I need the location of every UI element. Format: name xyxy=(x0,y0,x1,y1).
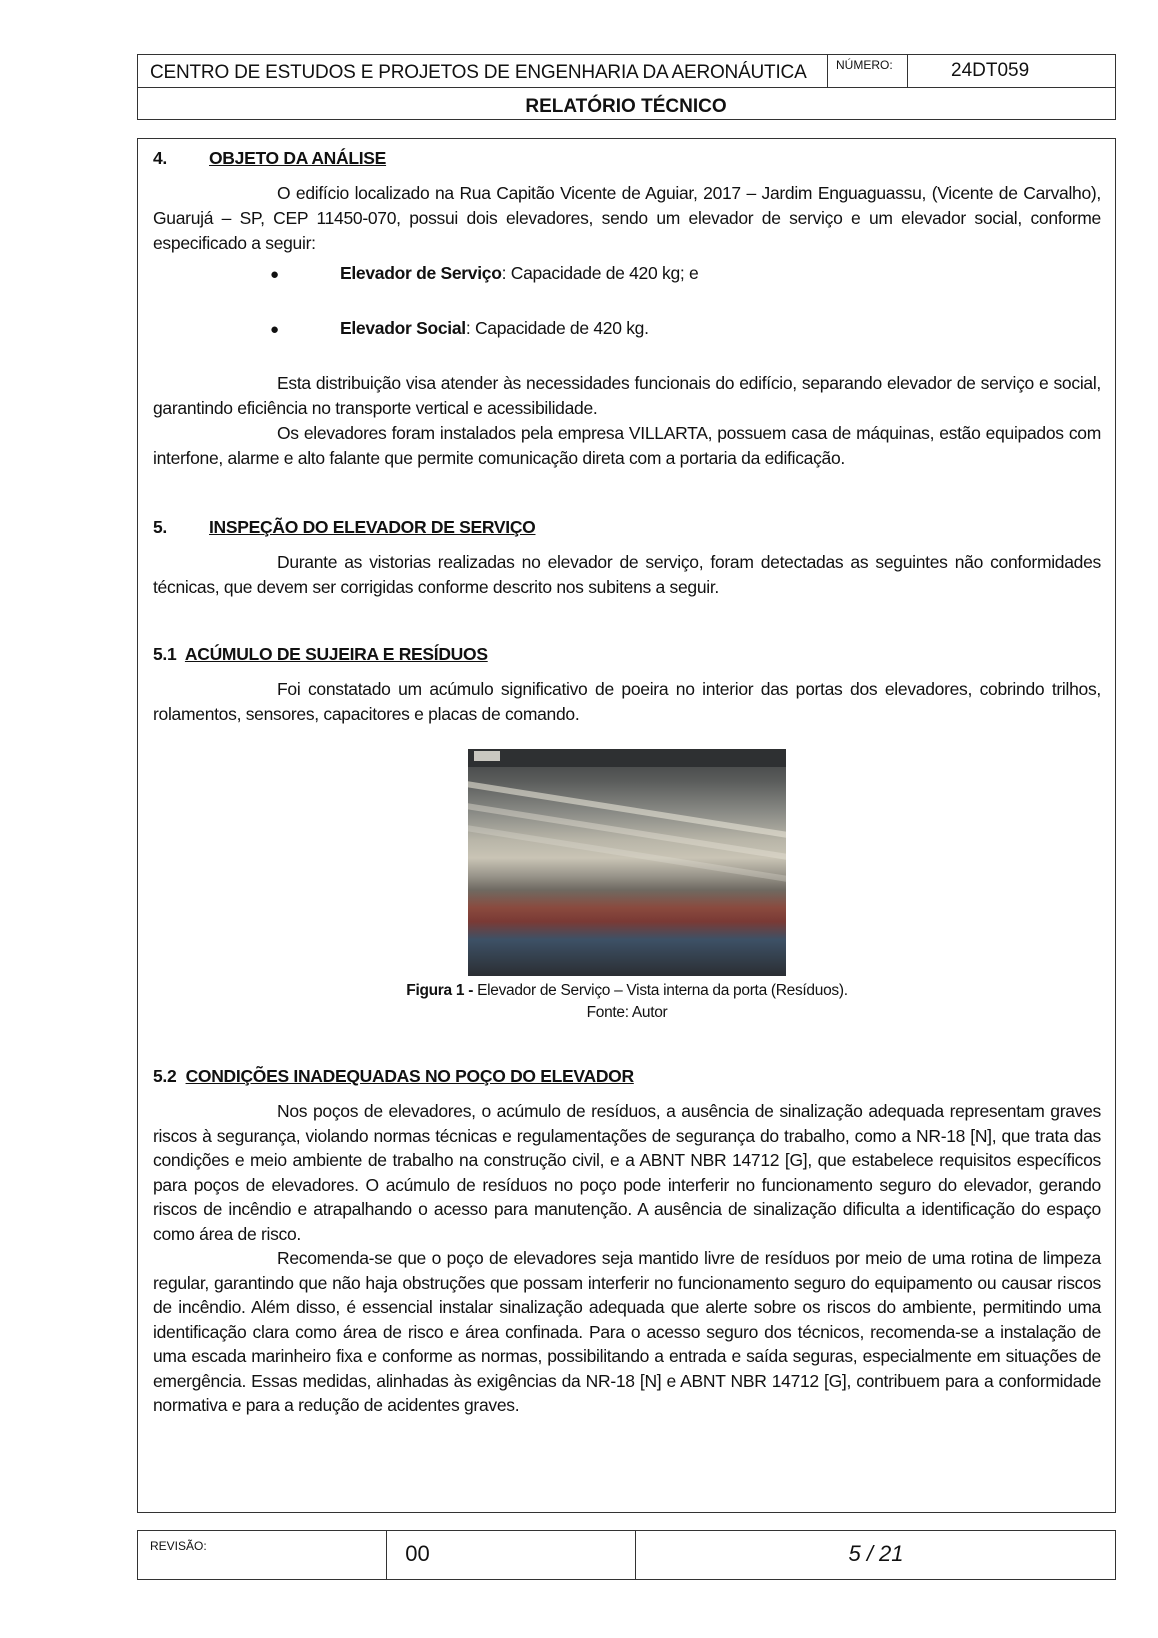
footer-revision-label-box xyxy=(137,1530,387,1580)
section-5-2-paragraph-1: Nos poços de elevadores, o acúmulo de resíduos, a ausência de sinalização adequada representam graves riscos à segurança, violando normas técnicas e regulamentações de segurança do trabalho, como a NR-18 [N], que trata das condições e meio ambiente de trabalho na construção civil, e a ABNT NBR 14712 [G], que estabelece requisitos específicos para poços de elevadores. O acúmulo de resíduos no poço pode interferir no funcionamento seguro do elevador, gerando riscos de incêndio e atrapalhando o acesso para manutenção. A ausência de sinalização dificulta a identificação do espaço como área de risco. xyxy=(153,1101,1101,1244)
footer-revision-value: 00 xyxy=(405,1541,430,1566)
section-4-paragraph-3: Os elevadores foram instalados pela empresa VILLARTA, possuem casa de máquinas, estão equipados com interfone, alarme e alto falante que permite comunicação direta com a portaria da edificação. xyxy=(153,423,1101,468)
section-5-2-number: 5.2 xyxy=(153,1066,177,1086)
figure-1-caption xyxy=(153,980,1101,1002)
figure-1-source: Fonte: Autor xyxy=(586,1004,668,1021)
section-5-2-heading xyxy=(153,1064,1101,1089)
section-5-1-title: ACÚMULO DE SUJEIRA E RESÍDUOS xyxy=(184,644,488,664)
section-5-title: INSPEÇÃO DO ELEVADOR DE SERVIÇO xyxy=(209,517,536,537)
footer-page-number: 5 / 21 xyxy=(848,1541,904,1566)
section-4-title: OBJETO DA ANÁLISE xyxy=(209,148,387,168)
content xyxy=(153,146,1101,1418)
bullet-bold: Elevador de Serviço xyxy=(340,263,502,283)
bullet-dot-icon: ● xyxy=(270,321,279,338)
section-5-1-paragraph-1: Foi constatado um acúmulo significativo de poeira no interior das portas dos elevadores, cobrindo trilhos, rolamentos, sensores, capacitores e placas de comando. xyxy=(153,679,1101,724)
bullet-text: : Capacidade de 420 kg; e xyxy=(501,263,699,283)
section-5-paragraph-1: Durante as vistorias realizadas no elevador de serviço, foram detectadas as seguintes não conformidades técnicas, que devem ser corrigidas conforme descrito nos subitens a seguir. xyxy=(153,552,1101,597)
section-5-number: 5. xyxy=(153,517,167,537)
bullet-item xyxy=(270,261,1101,287)
section-4-number: 4. xyxy=(153,148,167,168)
section-5-1-number: 5.1 xyxy=(153,644,177,664)
figure-1-caption-text: Elevador de Serviço – Vista interna da porta (Resíduos). xyxy=(477,982,848,999)
header-number-label: NÚMERO: xyxy=(836,58,893,72)
section-5-heading xyxy=(153,515,1101,540)
section-4-paragraph-1: O edifício localizado na Rua Capitão Vicente de Aguiar, 2017 – Jardim Enguaguassu, (Vicente de Carvalho), Guarujá – SP, CEP 11450-070, possui dois elevadores, sendo um elevador de serviço e um elevador social, conforme especificado a seguir: xyxy=(153,183,1101,253)
footer-revision-label: REVISÃO: xyxy=(150,1539,207,1553)
bullet-dot-icon: ● xyxy=(270,266,279,283)
section-5-1-heading xyxy=(153,642,1101,667)
bullet-bold: Elevador Social xyxy=(340,318,466,338)
header-org: CENTRO DE ESTUDOS E PROJETOS DE ENGENHARIA DA AERONÁUTICA xyxy=(150,62,807,83)
bullet-item xyxy=(270,316,1101,342)
header-number-value: 24DT059 xyxy=(951,60,1030,81)
header-title: RELATÓRIO TÉCNICO xyxy=(525,96,727,117)
section-5-2-paragraph-2: Recomenda-se que o poço de elevadores seja mantido livre de resíduos por meio de uma rotina de limpeza regular, garantindo que não haja obstruções que possam interferir no funcionamento seguro do equipamento ou causar riscos de incêndio. Além disso, é essencial instalar sinalização adequada que alerte sobre os riscos do ambiente, permitindo uma identificação clara como área de risco e área confinada. Para o acesso seguro dos técnicos, recomenda-se a instalação de uma escada marinheiro fixa e conforme as normas, possibilitando a entrada e saída seguras, especialmente em situações de emergência. Essas medidas, alinhadas às exigências da NR-18 [N] e ABNT NBR 14712 [G], contribuem para a conformidade normativa e para a redução de acidentes graves. xyxy=(153,1248,1101,1415)
bullet-text: : Capacidade de 420 kg. xyxy=(465,318,649,338)
figure-1 xyxy=(153,749,1101,1024)
section-5-2-title: CONDIÇÕES INADEQUADAS NO POÇO DO ELEVADOR xyxy=(185,1066,634,1086)
section-4-paragraph-2: Esta distribuição visa atender às necessidades funcionais do edifício, separando elevador de serviço e social, garantindo eficiência no transporte vertical e acessibilidade. xyxy=(153,373,1101,418)
figure-1-label: Figura 1 - xyxy=(406,982,474,999)
elevator-door-photo xyxy=(468,749,786,976)
section-4-heading xyxy=(153,146,1101,171)
